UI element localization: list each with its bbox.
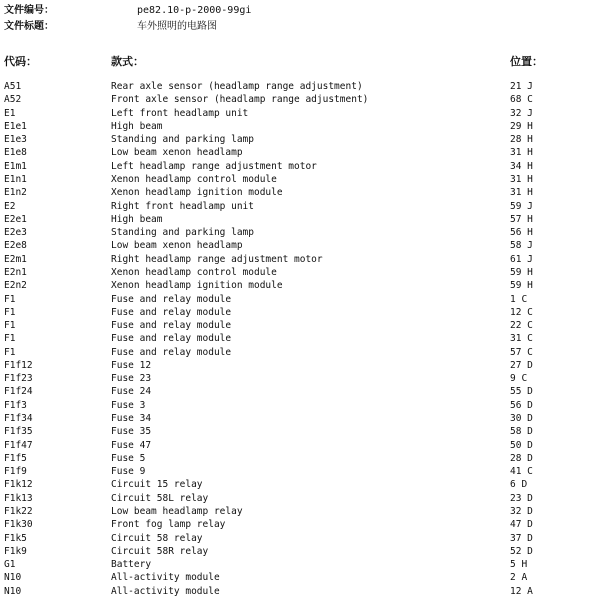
component-description: Circuit 58 relay bbox=[111, 532, 203, 544]
component-description: Fuse 47 bbox=[111, 439, 152, 451]
component-description: All-activity module bbox=[111, 572, 220, 584]
component-code: F1 bbox=[4, 293, 16, 305]
component-position: 5 H bbox=[510, 559, 528, 571]
table-row bbox=[0, 385, 605, 398]
component-description: Front fog lamp relay bbox=[111, 519, 226, 531]
table-row bbox=[0, 545, 605, 558]
component-position: 52 D bbox=[510, 545, 533, 557]
column-header-desc: 款式： bbox=[111, 55, 144, 68]
component-code: F1k13 bbox=[4, 492, 33, 504]
component-position: 59 H bbox=[510, 266, 533, 278]
component-list bbox=[0, 80, 605, 598]
component-position: 31 H bbox=[510, 173, 533, 185]
component-code: F1k22 bbox=[4, 506, 33, 517]
component-position: 58 J bbox=[510, 240, 533, 252]
component-code: F1f47 bbox=[4, 439, 33, 451]
component-position: 57 C bbox=[510, 346, 533, 358]
component-description: Front axle sensor (headlamp range adjustment) bbox=[111, 94, 369, 106]
component-code: F1f12 bbox=[4, 359, 33, 371]
table-row bbox=[0, 306, 605, 319]
component-code: F1 bbox=[4, 333, 16, 345]
component-position: 68 C bbox=[510, 94, 533, 106]
table-row bbox=[0, 93, 605, 106]
component-position: 23 D bbox=[510, 492, 533, 504]
component-code: E2e3 bbox=[4, 227, 27, 239]
component-description: Fuse and relay module bbox=[111, 346, 232, 358]
table-row bbox=[0, 200, 605, 213]
component-description: Fuse 5 bbox=[111, 452, 146, 464]
component-position: 30 D bbox=[510, 413, 533, 425]
component-position: 28 H bbox=[510, 134, 533, 146]
component-code: E1 bbox=[4, 107, 16, 119]
table-row bbox=[0, 558, 605, 571]
table-row bbox=[0, 133, 605, 146]
component-position: 56 H bbox=[510, 227, 533, 239]
component-description: Fuse and relay module bbox=[111, 306, 232, 318]
table-row bbox=[0, 346, 605, 359]
component-code: F1f5 bbox=[4, 452, 27, 464]
component-position: 31 H bbox=[510, 187, 533, 199]
table-row bbox=[0, 160, 605, 173]
component-description: Low beam xenon headlamp bbox=[111, 147, 243, 159]
component-code: F1f9 bbox=[4, 466, 27, 478]
component-description: Right headlamp range adjustment motor bbox=[111, 253, 323, 265]
table-row bbox=[0, 226, 605, 239]
component-description: Right front headlamp unit bbox=[111, 200, 254, 212]
component-code: E1e1 bbox=[4, 120, 27, 132]
component-position: 32 D bbox=[510, 506, 533, 517]
component-description: Circuit 15 relay bbox=[111, 479, 203, 491]
component-code: E1e8 bbox=[4, 147, 27, 159]
component-position: 22 C bbox=[510, 320, 533, 332]
table-row bbox=[0, 505, 605, 518]
component-description: Xenon headlamp control module bbox=[111, 173, 277, 185]
component-code: N10 bbox=[4, 572, 22, 584]
component-code: F1f3 bbox=[4, 399, 27, 411]
table-row bbox=[0, 452, 605, 465]
component-description: Fuse 24 bbox=[111, 386, 152, 398]
component-code: E1m1 bbox=[4, 160, 27, 172]
component-position: 41 C bbox=[510, 466, 533, 478]
component-position: 59 J bbox=[510, 200, 533, 212]
component-code: E2 bbox=[4, 200, 16, 212]
component-position: 32 J bbox=[510, 107, 533, 119]
component-position: 47 D bbox=[510, 519, 533, 531]
component-description: Fuse and relay module bbox=[111, 320, 232, 332]
component-code: E2e1 bbox=[4, 213, 27, 225]
component-code: E1n2 bbox=[4, 187, 27, 199]
column-header-pos: 位置： bbox=[510, 55, 543, 68]
component-description: Rear axle sensor (headlamp range adjustment) bbox=[111, 81, 363, 92]
component-code: N10 bbox=[4, 585, 22, 597]
component-position: 37 D bbox=[510, 532, 533, 544]
component-code: E1e3 bbox=[4, 134, 27, 146]
component-code: F1f24 bbox=[4, 386, 33, 398]
component-position: 12 C bbox=[510, 306, 533, 318]
table-row bbox=[0, 266, 605, 279]
component-code: F1f23 bbox=[4, 373, 33, 385]
component-code: F1k9 bbox=[4, 545, 27, 557]
table-row bbox=[0, 120, 605, 133]
component-position: 55 D bbox=[510, 386, 533, 398]
component-position: 57 H bbox=[510, 213, 533, 225]
component-position: 21 J bbox=[510, 81, 533, 92]
component-position: 9 C bbox=[510, 373, 528, 385]
component-description: Fuse 9 bbox=[111, 466, 146, 478]
file-title-value: 车外照明的电路图 bbox=[137, 21, 217, 32]
table-row bbox=[0, 439, 605, 452]
component-code: F1 bbox=[4, 346, 16, 358]
component-code: F1f34 bbox=[4, 413, 33, 425]
table-row bbox=[0, 492, 605, 505]
table-row bbox=[0, 253, 605, 266]
component-description: High beam bbox=[111, 120, 163, 132]
component-position: 61 J bbox=[510, 253, 533, 265]
component-position: 27 D bbox=[510, 359, 533, 371]
file-title-label: 文件标题： bbox=[4, 21, 54, 32]
component-code: E2e8 bbox=[4, 240, 27, 252]
column-header-code: 代码： bbox=[4, 55, 37, 68]
component-description: Xenon headlamp ignition module bbox=[111, 280, 283, 292]
table-row bbox=[0, 332, 605, 345]
component-position: 12 A bbox=[510, 585, 533, 597]
component-code: E2n2 bbox=[4, 280, 27, 292]
component-description: All-activity module bbox=[111, 585, 220, 597]
component-description: High beam bbox=[111, 213, 163, 225]
component-code: A51 bbox=[4, 81, 22, 92]
table-row bbox=[0, 173, 605, 186]
component-position: 50 D bbox=[510, 439, 533, 451]
table-row bbox=[0, 359, 605, 372]
component-position: 34 H bbox=[510, 160, 533, 172]
component-description: Standing and parking lamp bbox=[111, 134, 254, 146]
component-description: Fuse and relay module bbox=[111, 333, 232, 345]
component-position: 1 C bbox=[510, 293, 528, 305]
component-position: 31 H bbox=[510, 147, 533, 159]
component-description: Xenon headlamp ignition module bbox=[111, 187, 283, 199]
component-description: Fuse 12 bbox=[111, 359, 152, 371]
component-description: Fuse 35 bbox=[111, 426, 152, 438]
table-row bbox=[0, 146, 605, 159]
table-row bbox=[0, 213, 605, 226]
table-row bbox=[0, 279, 605, 292]
table-row bbox=[0, 478, 605, 491]
table-row bbox=[0, 319, 605, 332]
component-code: E2n1 bbox=[4, 266, 27, 278]
table-row bbox=[0, 571, 605, 584]
table-row bbox=[0, 585, 605, 598]
component-code: F1k12 bbox=[4, 479, 33, 491]
table-row bbox=[0, 412, 605, 425]
table-row bbox=[0, 518, 605, 531]
component-description: Circuit 58L relay bbox=[111, 492, 209, 504]
file-number-value: pe82.10-p-2000-99gi bbox=[137, 5, 252, 16]
component-description: Fuse 34 bbox=[111, 413, 152, 425]
component-description: Fuse 23 bbox=[111, 373, 152, 385]
component-description: Fuse 3 bbox=[111, 399, 146, 411]
component-description: Battery bbox=[111, 559, 152, 571]
table-row bbox=[0, 239, 605, 252]
component-code: F1k30 bbox=[4, 519, 33, 531]
table-row bbox=[0, 399, 605, 412]
file-number-label: 文件编号： bbox=[4, 5, 54, 16]
table-row bbox=[0, 465, 605, 478]
component-position: 6 D bbox=[510, 479, 528, 491]
component-position: 59 H bbox=[510, 280, 533, 292]
component-description: Fuse and relay module bbox=[111, 293, 232, 305]
table-row bbox=[0, 372, 605, 385]
component-code: E2m1 bbox=[4, 253, 27, 265]
component-code: A52 bbox=[4, 94, 22, 106]
component-code: G1 bbox=[4, 559, 16, 571]
component-description: Low beam xenon headlamp bbox=[111, 240, 243, 252]
component-description: Xenon headlamp control module bbox=[111, 266, 277, 278]
component-position: 31 C bbox=[510, 333, 533, 345]
component-code: F1f35 bbox=[4, 426, 33, 438]
table-row bbox=[0, 425, 605, 438]
component-position: 2 A bbox=[510, 572, 528, 584]
component-description: Left headlamp range adjustment motor bbox=[111, 160, 317, 172]
component-description: Low beam headlamp relay bbox=[111, 506, 243, 517]
table-row bbox=[0, 107, 605, 120]
component-position: 28 D bbox=[510, 452, 533, 464]
component-description: Left front headlamp unit bbox=[111, 107, 249, 119]
table-row bbox=[0, 293, 605, 306]
component-code: F1k5 bbox=[4, 532, 27, 544]
component-position: 29 H bbox=[510, 120, 533, 132]
component-position: 58 D bbox=[510, 426, 533, 438]
table-row bbox=[0, 532, 605, 545]
component-description: Circuit 58R relay bbox=[111, 545, 209, 557]
component-code: F1 bbox=[4, 306, 16, 318]
table-row bbox=[0, 80, 605, 93]
table-row bbox=[0, 186, 605, 199]
component-code: F1 bbox=[4, 320, 16, 332]
component-description: Standing and parking lamp bbox=[111, 227, 254, 239]
component-code: E1n1 bbox=[4, 173, 27, 185]
component-position: 56 D bbox=[510, 399, 533, 411]
